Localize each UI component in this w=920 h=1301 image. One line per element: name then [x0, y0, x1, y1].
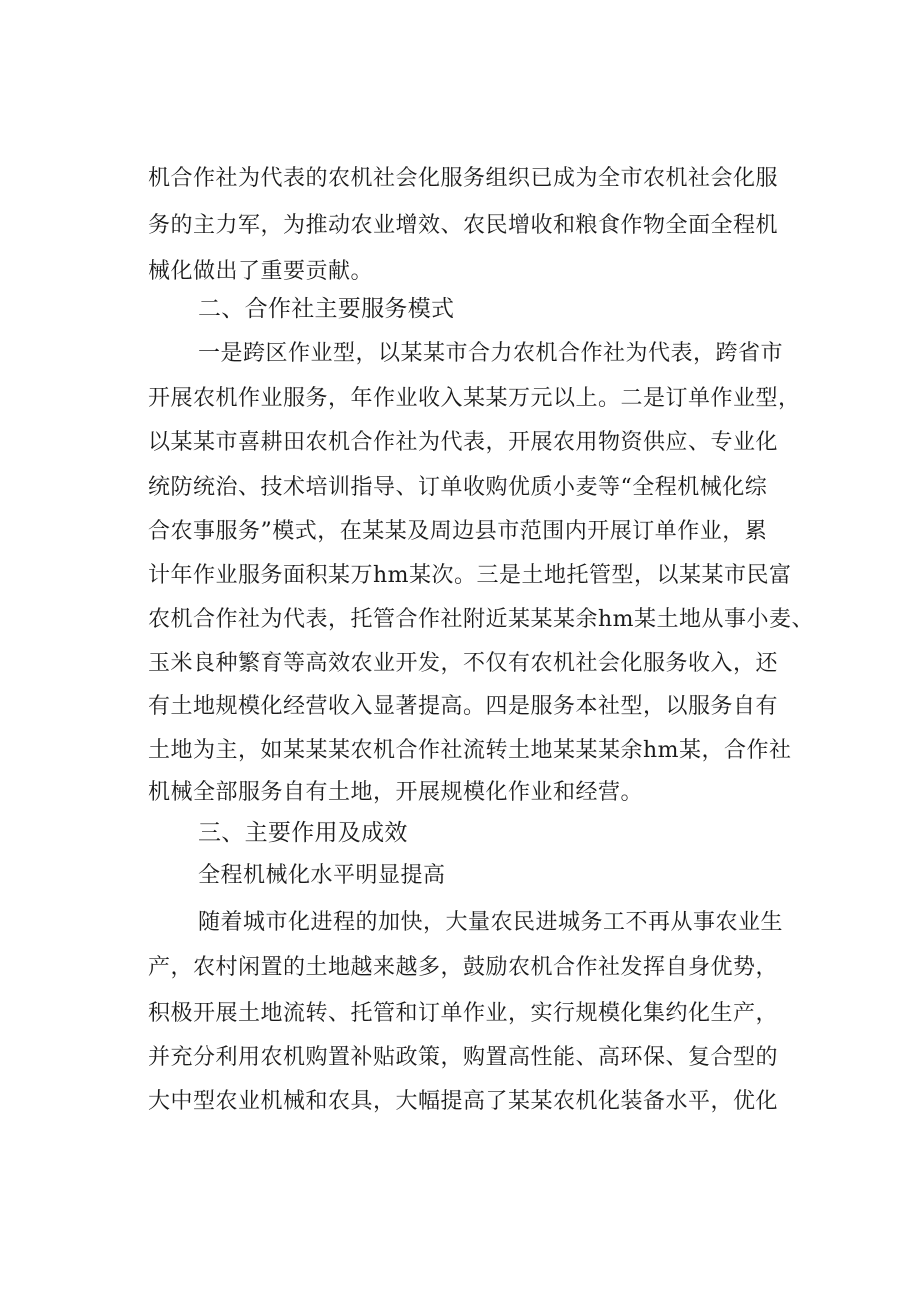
- intro-line-3: 械化做出了重要贡献。: [148, 259, 374, 284]
- modes-line-9: 有土地规模化经营收入显著提高。四是服务本社型，以服务自有: [148, 694, 779, 719]
- modes-line-10: 土地为主，如某某某农机合作社流转土地某某某余hm某，合作社: [148, 738, 792, 763]
- modes-line-1: 一是跨区作业型，以某某市合力农机合作社为代表，跨省市: [198, 341, 784, 366]
- effects-line-3: 积极开展土地流转、托管和订单作业，实行规模化集约化生产，: [148, 1001, 779, 1026]
- effects-line-4: 并充分利用农机购置补贴政策，购置高性能、高环保、复合型的: [148, 1045, 779, 1070]
- modes-line-5: 合农事服务”模式，在某某及周边县市范围内开展订单作业，累: [148, 519, 768, 544]
- intro-line-1: 机合作社为代表的农机社会化服务组织已成为全市农机社会化服: [148, 166, 779, 191]
- intro-line-2: 务的主力军，为推动农业增效、农民增收和粮食作物全面全程机: [148, 213, 779, 238]
- effects-line-5: 大中型农业机械和农具，大幅提高了某某农机化装备水平，优化: [148, 1089, 779, 1114]
- modes-line-3: 以某某市喜耕田农机合作社为代表，开展农用物资供应、专业化: [148, 430, 779, 455]
- modes-line-6: 计年作业服务面积某万hm某次。三是土地托管型，以某某市民富: [148, 563, 792, 588]
- modes-line-2: 开展农机作业服务，年作业收入某某万元以上。二是订单作业型，: [148, 386, 801, 411]
- modes-line-11: 机械全部服务自有土地，开展规模化作业和经营。: [148, 780, 644, 805]
- effects-line-2: 产，农村闲置的土地越来越多，鼓励农机合作社发挥自身优势，: [148, 955, 779, 980]
- modes-line-8: 玉米良种繁育等高效农业开发，不仅有农机社会化服务收入，还: [148, 651, 779, 676]
- section-heading-3: 三、主要作用及成效: [198, 820, 408, 846]
- section-heading-2: 二、合作社主要服务模式: [198, 296, 455, 322]
- subheading: 全程机械化水平明显提高: [198, 863, 446, 888]
- modes-line-4: 统防统治、技术培训指导、订单收购优质小麦等“全程机械化综: [148, 475, 768, 500]
- effects-line-1: 随着城市化进程的加快，大量农民进城务工不再从事农业生: [198, 910, 784, 935]
- modes-line-7: 农机合作社为代表，托管合作社附近某某某余hm某土地从事小麦、: [148, 607, 815, 632]
